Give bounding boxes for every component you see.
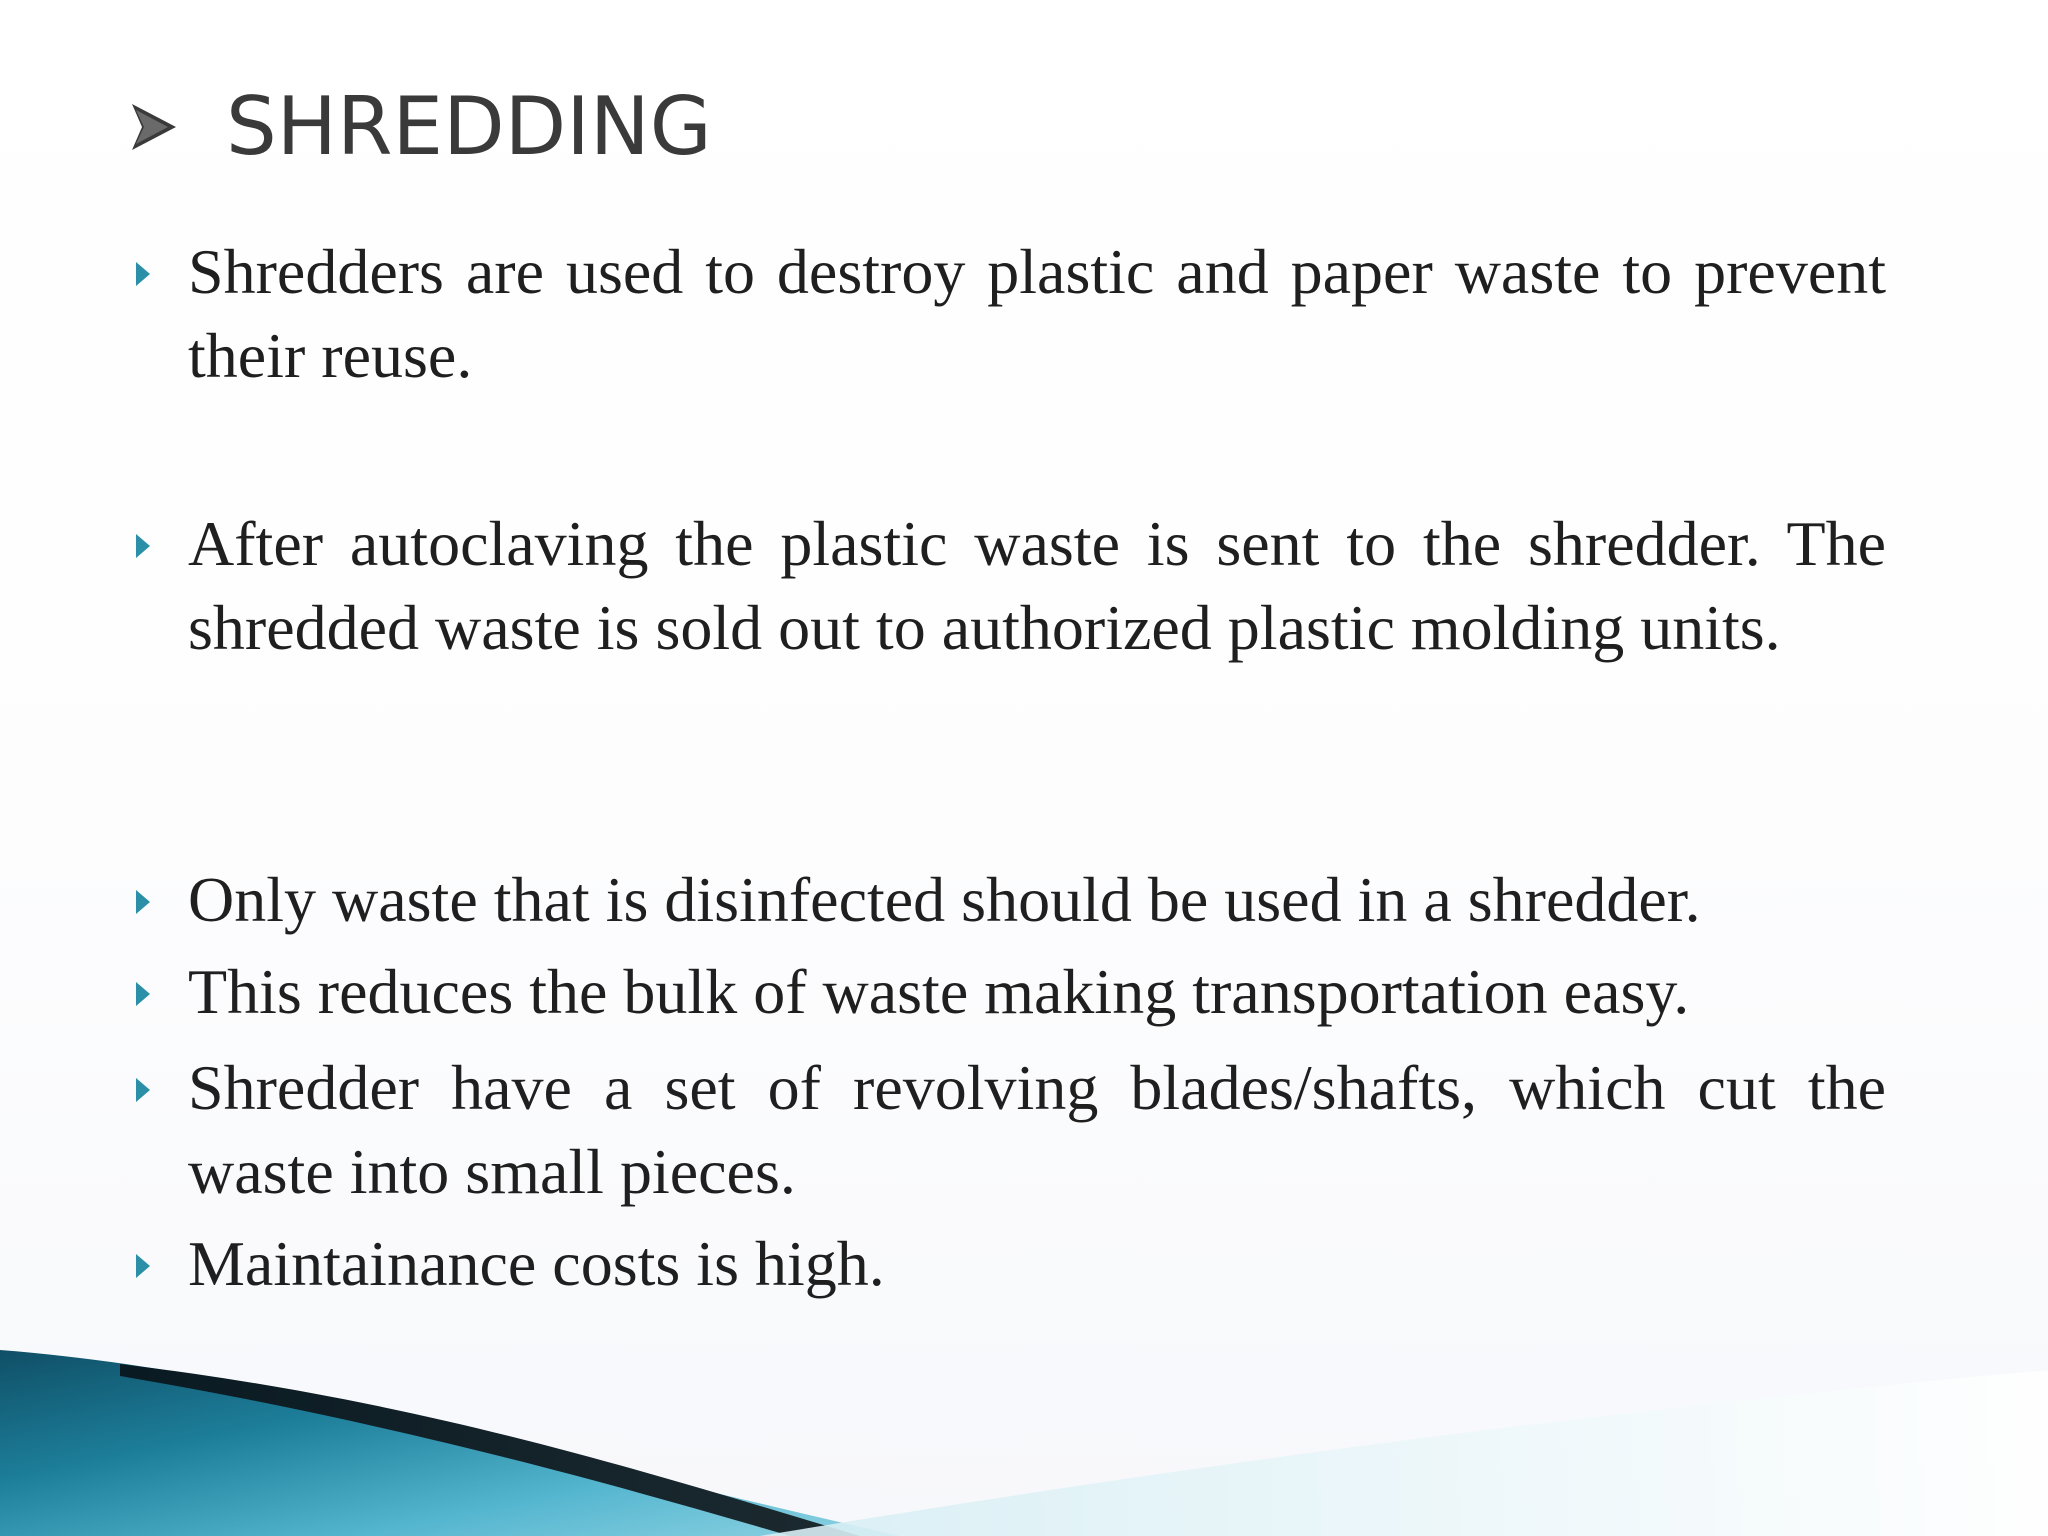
bullet-text: Maintainance costs is high. xyxy=(188,1228,885,1299)
bullet-text: Shredder have a set of revolving blades/shafts, which cut the waste into small pieces. xyxy=(188,1052,1886,1207)
bullet-text: Only waste that is disinfected should be used in a shredder. xyxy=(188,864,1701,935)
triangle-bullet-icon xyxy=(136,262,150,286)
triangle-bullet-icon xyxy=(136,534,150,558)
bullet-text: Shredders are used to destroy plastic and paper waste to prevent their reuse. xyxy=(188,236,1886,391)
slide-title: SHREDDING xyxy=(226,80,712,173)
arrowhead-icon xyxy=(130,100,178,154)
triangle-bullet-icon xyxy=(136,890,150,914)
bullet-text: After autoclaving the plastic waste is sent to the shredder. The shredded waste is sold out to authorized plastic molding units. xyxy=(188,508,1886,663)
triangle-bullet-icon xyxy=(136,982,150,1006)
triangle-bullet-icon xyxy=(136,1254,150,1278)
bullet-text: This reduces the bulk of waste making transportation easy. xyxy=(188,956,1690,1027)
triangle-bullet-icon xyxy=(136,1078,150,1102)
decorative-swoosh xyxy=(0,1330,2048,1536)
title-row xyxy=(130,72,712,182)
